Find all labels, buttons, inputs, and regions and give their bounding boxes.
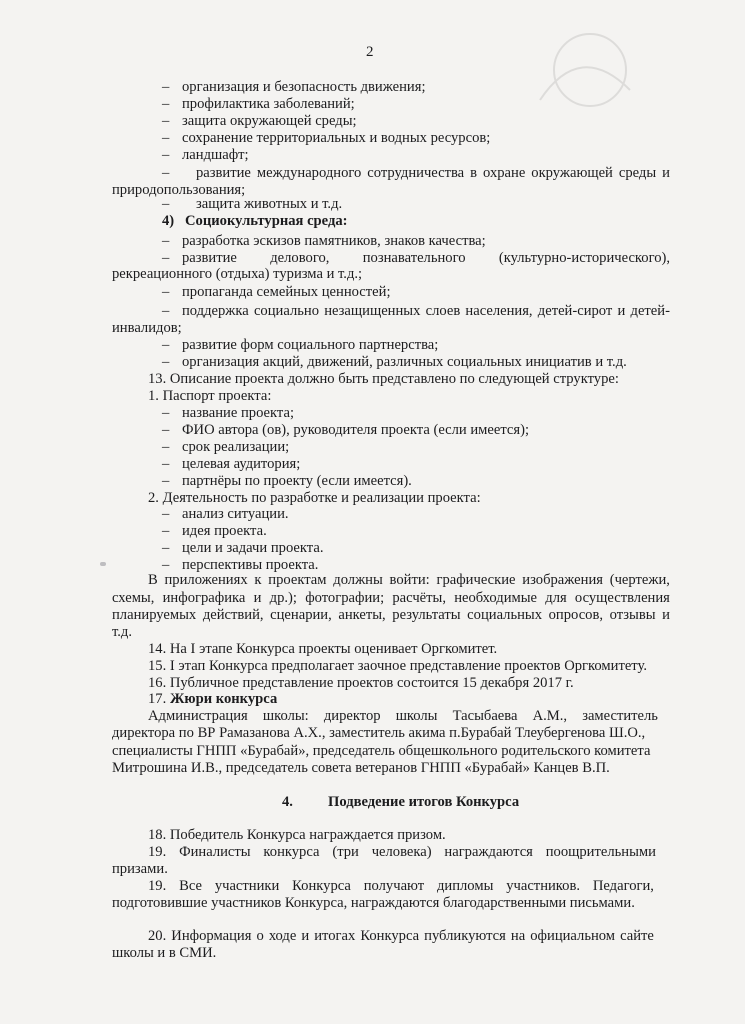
section-number: 4) — [162, 213, 175, 229]
bullet-support-line1 — [182, 303, 670, 320]
bullet-partnership: развитие форм социального партнерства; — [182, 337, 439, 353]
list-dash: – — [162, 147, 170, 163]
paragraph-14: 14. На I этапе Конкурса проекты оценивает Оргкомитет. — [148, 641, 498, 657]
word: развитие — [182, 250, 237, 266]
word: поддержка — [182, 303, 249, 319]
word: изображения — [522, 572, 603, 588]
word: (культурно-исторического), — [498, 250, 670, 266]
word: (чертежи, — [609, 572, 670, 588]
word: А.М., — [532, 708, 568, 724]
word: Финалисты — [179, 844, 251, 860]
paragraph-19-line2: призами. — [112, 861, 168, 877]
bullet-item: ландшафт; — [182, 147, 249, 163]
word: необходимые — [454, 590, 538, 606]
word: официальном — [530, 928, 616, 944]
list-dash: – — [162, 130, 170, 146]
word: незащищенных — [324, 303, 421, 319]
word: участников. — [506, 878, 580, 894]
word: школы: — [262, 708, 309, 724]
word: осуществления — [574, 590, 670, 606]
passport-item: срок реализации; — [182, 439, 290, 455]
word: и — [662, 607, 670, 623]
list-dash: – — [162, 196, 170, 212]
bullet-tourism-line1 — [182, 250, 670, 267]
activity-item: идея проекта. — [182, 523, 267, 539]
word: анкеты, — [338, 607, 386, 623]
word: графические — [436, 572, 516, 588]
passport-item: название проекта; — [182, 405, 295, 421]
list-dash: – — [162, 250, 170, 266]
list-dash: – — [162, 79, 170, 95]
list-dash: – — [162, 456, 170, 472]
word: ходе — [268, 928, 297, 944]
word: В — [148, 572, 158, 588]
activity-item: анализ ситуации. — [182, 506, 289, 522]
bullet-item: профилактика заболеваний; — [182, 96, 355, 112]
word: действий, — [202, 607, 264, 623]
paragraph-20-line1 — [148, 928, 654, 945]
word: школы — [395, 708, 438, 724]
word: социальных — [467, 607, 543, 623]
word: приложениях — [164, 572, 248, 588]
bullet-item: сохранение территориальных и водных ресурсов; — [182, 130, 491, 146]
word: окружающей — [531, 165, 613, 181]
list-dash: – — [162, 439, 170, 455]
heading-title: Подведение итогов Конкурса — [328, 794, 520, 810]
passport-item: партнёры по проекту (если имеется). — [182, 473, 412, 489]
list-dash: – — [162, 506, 170, 522]
word: схемы, — [112, 590, 155, 606]
word: в — [470, 165, 478, 181]
word: детей- — [630, 303, 670, 319]
word: населения, — [465, 303, 533, 319]
word: и — [617, 303, 626, 319]
section-title: Социокультурная среда: — [185, 213, 348, 229]
word: слоев — [425, 303, 461, 319]
page-number: 2 — [366, 44, 374, 60]
paragraph-17-title: Жюри конкурса — [170, 691, 278, 707]
list-dash: – — [162, 557, 170, 573]
list-dash: – — [162, 165, 170, 181]
word: Конкурса — [292, 878, 351, 894]
appendix-line4: т.д. — [112, 624, 133, 640]
list-dash: – — [162, 422, 170, 438]
word: сотрудничества — [367, 165, 465, 181]
paragraph-20-line2: школы и в СМИ. — [112, 945, 217, 961]
list-dash: – — [162, 473, 170, 489]
list-dash: – — [162, 113, 170, 129]
word: познавательного — [362, 250, 466, 266]
paragraph-13: 13. Описание проекта должно быть представлено по следующей структуре: — [148, 371, 619, 387]
word: Информация — [171, 928, 252, 944]
word: развитие — [196, 165, 251, 181]
list-dash: – — [162, 540, 170, 556]
activity-item: перспективы проекта. — [182, 557, 319, 573]
word: международного — [256, 165, 362, 181]
word: конкурса — [263, 844, 320, 860]
paragraph-19b-line2: подготовившие участников Конкурса, награждаются благодарственными письмами. — [112, 895, 635, 911]
word: получают — [363, 878, 425, 894]
word: сценарии, — [270, 607, 332, 623]
word: 19. — [148, 878, 167, 894]
word: планируемых — [112, 607, 197, 623]
list-dash: – — [162, 233, 170, 249]
word: (три — [332, 844, 359, 860]
list-dash: – — [162, 337, 170, 353]
bullet-intl-line2: природопользования; — [112, 182, 246, 198]
activity-item: цели и задачи проекта. — [182, 540, 324, 556]
passport-item: целевая аудитория; — [182, 456, 301, 472]
word: 19. — [148, 844, 167, 860]
word: Тасыбаева — [452, 708, 518, 724]
bullet-intl-line1 — [196, 165, 670, 182]
jury-line1 — [148, 708, 658, 725]
word: человека) — [371, 844, 432, 860]
jury-line2: директора по ВР Рамазанова А.Х., заместитель акима п.Бурабай Тлеубергенова Ш.О., — [112, 725, 646, 741]
word: 20. — [148, 928, 167, 944]
appendix-line2 — [112, 590, 670, 607]
word: Администрация — [148, 708, 248, 724]
word: заместитель — [582, 708, 658, 724]
list-dash: – — [162, 523, 170, 539]
paragraph-19b-line1 — [148, 878, 654, 895]
bullet-sketch: разработка эскизов памятников, знаков качества; — [182, 233, 486, 249]
word: для — [545, 590, 567, 606]
stamp-ghost — [520, 30, 640, 120]
list-dash: – — [162, 284, 170, 300]
passport-item: ФИО автора (ов), руководителя проекта (если имеется); — [182, 422, 530, 438]
word: публикуются — [424, 928, 506, 944]
word: и — [662, 165, 670, 181]
paragraph-19-line1 — [148, 844, 656, 861]
bullet-actions: организация акций, движений, различных социальных инициатив и т.д. — [182, 354, 627, 370]
list-dash: – — [162, 405, 170, 421]
word: награждаются — [444, 844, 533, 860]
word: к — [254, 572, 262, 588]
word: опросов, — [548, 607, 604, 623]
word: детей-сирот — [537, 303, 613, 319]
paragraph-15: 15. I этап Конкурса предполагает заочное представление проектов Оргкомитету. — [148, 658, 647, 674]
heading-number: 4. — [282, 794, 293, 810]
word: Конкурса — [360, 928, 420, 944]
word: поощрительными — [545, 844, 656, 860]
word: среды — [618, 165, 657, 181]
bullet-support-line2: инвалидов; — [112, 320, 182, 336]
paragraph-17-number: 17. — [148, 691, 167, 707]
word: и — [253, 590, 262, 606]
bullet-family: пропаганда семейных ценностей; — [182, 284, 391, 300]
word: отзывы — [609, 607, 656, 623]
word: инфографика — [162, 590, 246, 606]
word: др.); — [269, 590, 297, 606]
word: проектам — [268, 572, 327, 588]
bullet-item: защита окружающей среды; — [182, 113, 357, 129]
word: войти: — [389, 572, 430, 588]
appendix-line1 — [148, 572, 670, 589]
word: на — [510, 928, 526, 944]
word: расчёты, — [392, 590, 446, 606]
word: директор — [323, 708, 381, 724]
word: сайте — [620, 928, 654, 944]
word: фотографии; — [305, 590, 385, 606]
word: дипломы — [436, 878, 494, 894]
bullet-item: организация и безопасность движения; — [182, 79, 426, 95]
word: и — [301, 928, 310, 944]
list-dash: – — [162, 354, 170, 370]
paragraph-16: 16. Публичное представление проектов состоится 15 декабря 2017 г. — [148, 675, 574, 691]
list-dash: – — [162, 303, 170, 319]
activity-heading: 2. Деятельность по разработке и реализации проекта: — [148, 490, 481, 506]
list-dash: – — [162, 96, 170, 112]
bullet-animals: защита животных и т.д. — [196, 196, 343, 212]
jury-line3: специалисты ГНПП «Бурабай», председатель общешкольного родительского комитета — [112, 743, 651, 759]
word: должны — [333, 572, 383, 588]
jury-line4: Митрошина И.В., председатель совета ветеранов ГНПП «Бурабай» Канцев В.П. — [112, 760, 610, 776]
paragraph-18: 18. Победитель Конкурса награждается призом. — [148, 827, 446, 843]
word: социально — [253, 303, 319, 319]
word: о — [256, 928, 264, 944]
appendix-line3 — [112, 607, 670, 624]
word: Все — [179, 878, 202, 894]
word: результаты — [392, 607, 461, 623]
word: итогах — [314, 928, 356, 944]
word: делового, — [270, 250, 330, 266]
passport-heading: 1. Паспорт проекта: — [148, 388, 272, 404]
word: участники — [214, 878, 280, 894]
word: охране — [483, 165, 526, 181]
word: Педагоги, — [592, 878, 654, 894]
bullet-tourism-line2: рекреационного (отдыха) туризма и т.д.; — [112, 266, 363, 282]
scan-speck — [100, 562, 106, 566]
